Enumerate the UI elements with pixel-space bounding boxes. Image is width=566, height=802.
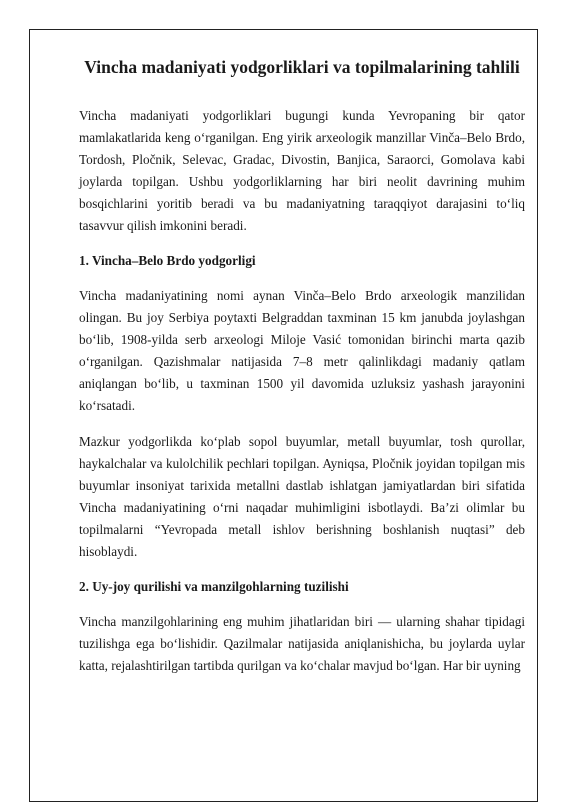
document-body xyxy=(79,52,525,691)
section-2-paragraph-1: Vincha manzilgohlarining eng muhim jihatlaridan biri — ularning shahar tipidagi tuzilishga ega bo‘lishidir. Qazilmalar natijasida aniqlanishicha, bu joylarda uylar katta, rejalashtirilgan tartibda qurilgan va ko‘chalar mavjud bo‘lgan. Har bir uyning xyxy=(79,614,525,673)
intro-paragraph: Vincha madaniyati yodgorliklari bugungi kunda Yevropaning bir qator mamlakatlarida keng o‘rganilgan. Eng yirik arxeologik manzillar Vinča–Belo Brdo, Tordosh, Pločnik, Selevac, Gradac, Divostin, Banjica, Saraorci, Gomolava kabi joylarda topilgan. Ushbu yodgorliklarning har biri neolit davrining muhim bosqichlarini yoritib beradi va bu madaniyatning taraqqiyot darajasini to‘liq tasavvur qilish imkonini beradi. xyxy=(79,108,525,233)
section-heading-vinca-belo-brdo: 1. Vincha–Belo Brdo yodgorligi xyxy=(79,253,256,268)
section-1-paragraph-1: Vincha madaniyatining nomi aynan Vinča–Belo Brdo arxeologik manzilidan olingan. Bu joy Serbiya poytaxti Belgraddan taxminan 15 km janubda joylashgan bo‘lib, 1908-yilda serb arxeologi Miloje Vasić tomonidan birinchi marta qazib o‘rganilgan. Qazishmalar natijasida 7–8 metr qalinlikdagi madaniy qatlam aniqlangan bo‘lib, u taxminan 1500 yil davomida uzluksiz yashash jarayonini ko‘rsatadi. xyxy=(79,288,525,413)
section-1-paragraph-2: Mazkur yodgorlikda ko‘plab sopol buyumlar, metall buyumlar, tosh qurollar, haykalchalar va kulolchilik pechlari topilgan. Ayniqsa, Pločnik joyidan topilgan mis buyumlar insoniyat tarixida metallni dastlab ishlatgan jamiyatlardan biri sifatida Vincha madaniyatining o‘rni naqadar muhimligini isbotlaydi. Ba’zi olimlar bu topilmalarni “Yevropada metall ishlov berishning boshlanish nuqtasi” deb hisoblaydi. xyxy=(79,434,525,559)
document-title: Vincha madaniyati yodgorliklari va topilmalarining tahlili xyxy=(84,57,520,77)
section-heading-housing: 2. Uy-joy qurilishi va manzilgohlarning tuzilishi xyxy=(79,579,349,594)
